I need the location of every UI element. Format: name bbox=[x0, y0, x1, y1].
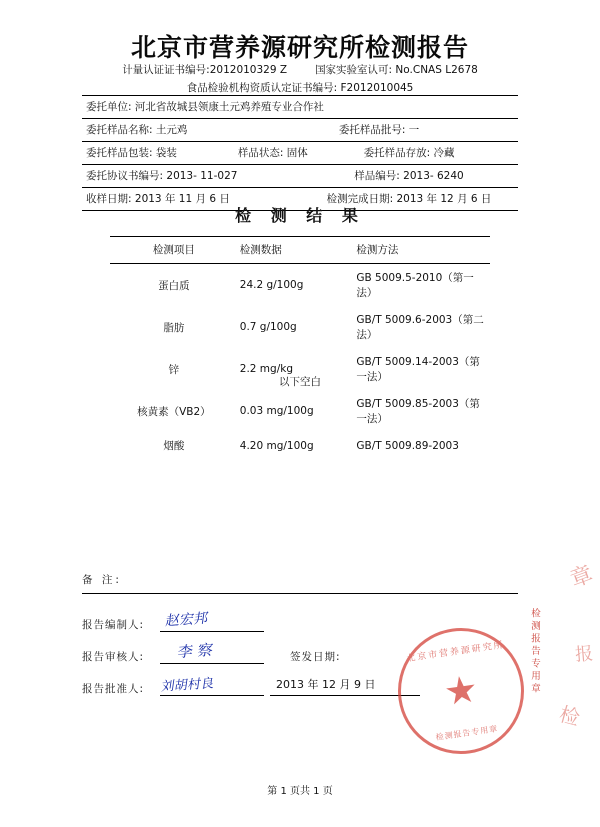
value-sample-no: 2013- 6240 bbox=[403, 170, 464, 182]
label-sample-batch: 委托样品批号: bbox=[338, 124, 406, 136]
value-receive-date: 2013 年 11 月 6 日 bbox=[134, 193, 230, 205]
cell-method: GB/T 5009.6-2003（第二法） bbox=[356, 314, 484, 341]
cnas-accreditation: 国家实验室认可: No.CNAS L2678 bbox=[315, 64, 478, 76]
value-agreement-no: 2013- 11-027 bbox=[166, 170, 238, 182]
results-table bbox=[110, 236, 490, 459]
spacer bbox=[270, 606, 420, 632]
cell-method: GB/T 5009.14-2003（第一法） bbox=[356, 356, 480, 383]
table-row bbox=[110, 390, 490, 432]
label-state: 样品状态: bbox=[237, 147, 284, 159]
remarks-label: 备 注: bbox=[82, 572, 518, 594]
cell-item: 核黄素（VB2） bbox=[137, 405, 211, 418]
cell-method: GB/T 5009.89-2003 bbox=[356, 439, 459, 452]
info-row bbox=[82, 142, 518, 165]
certification-line-1 bbox=[0, 62, 600, 77]
label-reviewer: 报告审核人: bbox=[82, 651, 145, 663]
info-row bbox=[82, 165, 518, 188]
ink-smudge-icon: 检 bbox=[556, 701, 583, 731]
table-row bbox=[110, 306, 490, 348]
info-cell-client bbox=[82, 96, 518, 118]
info-row bbox=[82, 95, 518, 119]
info-cell-state bbox=[234, 142, 360, 164]
results-end-note: 以下空白 bbox=[279, 376, 321, 388]
cell-method: GB 5009.5-2010（第一法） bbox=[356, 272, 474, 299]
table-row bbox=[110, 432, 490, 459]
cell-data: 0.7 g/100g bbox=[239, 321, 297, 333]
signature-row-approver bbox=[82, 664, 518, 696]
issue-date-value: 2013 年 12 月 9 日 bbox=[276, 678, 376, 691]
label-agreement-no: 委托协议书编号: bbox=[86, 170, 164, 182]
handwritten-signature-approver: 刘胡村良 bbox=[160, 676, 216, 695]
table-row bbox=[110, 264, 490, 307]
label-issue-date: 签发日期: bbox=[290, 651, 341, 663]
label-sample-name: 委托样品名称: bbox=[86, 124, 153, 136]
label-storage: 委托样品存放: bbox=[363, 147, 431, 159]
seal-side-text: 检测报告专用章 bbox=[529, 608, 540, 696]
info-cell-packaging bbox=[82, 142, 234, 164]
column-header-data: 检测数据 bbox=[238, 237, 355, 264]
signature-row-preparer bbox=[82, 600, 518, 632]
ink-smudge-icon: 报 bbox=[574, 643, 595, 666]
handwritten-signature-preparer: 赵宏邦 bbox=[164, 610, 210, 630]
spacer bbox=[347, 638, 497, 664]
info-cell-sample-name bbox=[82, 119, 335, 141]
metrology-cert-number: 计量认证证书编号:2012010329 Z bbox=[122, 64, 288, 76]
label-approver: 报告批准人: bbox=[82, 683, 145, 695]
label-sample-no: 样品编号: bbox=[354, 170, 400, 182]
info-cell-agreement-no bbox=[82, 165, 300, 187]
column-header-method: 检测方法 bbox=[354, 237, 490, 264]
cell-item: 蛋白质 bbox=[158, 279, 190, 292]
signature-block bbox=[82, 600, 518, 696]
cell-data: 2.2 mg/kg bbox=[239, 363, 293, 375]
cell-method: GB/T 5009.85-2003（第一法） bbox=[356, 398, 480, 425]
cell-data: 24.2 g/100g bbox=[239, 279, 304, 291]
client-info-block bbox=[82, 95, 518, 211]
value-packaging: 袋装 bbox=[155, 147, 177, 159]
page-title: 北京市营养源研究所检测报告 bbox=[130, 33, 469, 62]
cell-data: 0.03 mg/100g bbox=[239, 405, 314, 417]
table-header-row bbox=[110, 237, 490, 264]
column-header-item: 检测项目 bbox=[110, 237, 238, 264]
signature-row-reviewer bbox=[82, 632, 518, 664]
label-preparer: 报告编制人: bbox=[82, 619, 145, 631]
label-receive-date: 收样日期: bbox=[86, 193, 132, 205]
value-client: 河北省故城县领康土元鸡养殖专业合作社 bbox=[134, 101, 324, 113]
food-inspection-cert: 食品检验机构资质认定证书编号: F2012010045 bbox=[186, 82, 414, 94]
signature-line-reviewer bbox=[160, 637, 264, 664]
seal-bottom-text: 检测报告专用章 bbox=[435, 724, 499, 742]
cell-item: 烟酸 bbox=[163, 440, 185, 452]
handwritten-signature-reviewer: 李 察 bbox=[176, 640, 215, 662]
signature-line-preparer bbox=[160, 605, 264, 632]
value-state: 固体 bbox=[286, 147, 308, 159]
ink-smudge-icon: 章 bbox=[567, 561, 597, 593]
cell-item: 锌 bbox=[168, 363, 180, 376]
label-packaging: 委托样品包装: bbox=[86, 147, 153, 159]
info-row bbox=[82, 119, 518, 142]
info-cell-storage bbox=[360, 142, 518, 164]
value-sample-name: 土元鸡 bbox=[155, 124, 188, 136]
value-complete-date: 2013 年 12 月 6 日 bbox=[396, 193, 492, 205]
results-heading: 检 测 结 果 bbox=[235, 206, 365, 225]
value-sample-batch: 一 bbox=[408, 124, 420, 136]
cell-data: 4.20 mg/100g bbox=[239, 439, 314, 452]
label-client: 委托单位: bbox=[86, 101, 132, 113]
issue-date-line bbox=[270, 669, 420, 696]
info-cell-sample-no bbox=[300, 165, 518, 187]
label-complete-date: 检测完成日期: bbox=[326, 193, 394, 205]
cell-item: 脂肪 bbox=[163, 321, 185, 334]
page-footer: 第 1 页共 1 页 bbox=[267, 786, 333, 797]
seal-top-text: 北京市营养源研究所 bbox=[405, 640, 506, 665]
info-cell-sample-batch bbox=[335, 119, 518, 141]
signature-line-approver bbox=[160, 669, 264, 696]
value-storage: 冷藏 bbox=[433, 147, 455, 159]
